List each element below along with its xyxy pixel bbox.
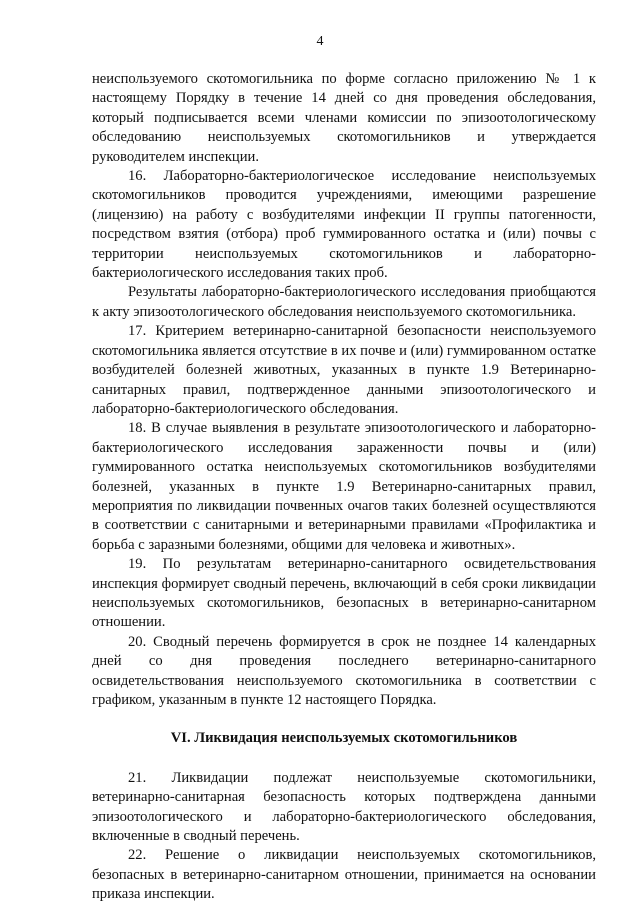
paragraph-20: 20. Сводный перечень формируется в срок не позднее 14 календарных дней со дня проведения последнего ветеринарно-санитарного освидетельствования неиспользуемого скотомогильника в соответствии с графиком, указанным в пункте 12 настоящего Порядка. [92,633,596,708]
paragraph-22: 22. Решение о ликвидации неиспользуемых скотомогильников, безопасных в ветеринарно-санитарном отношении, принимается на основании приказа инспекции. [92,847,596,903]
section-heading: VI. Ликвидация неиспользуемых скотомогильников [170,730,518,747]
paragraph-17: 17. Критерием ветеринарно-санитарной безопасности неиспользуемого скотомогильника является отсутствие в их почве и (или) гуммированном остатке возбудителей болезней животных, указанных в пункте 1.9 Ветеринарно-санитарных правил, подтвержденное данными эпизоотологического и лабораторно-бактериологического обследования. [92,323,596,417]
paragraph-16-results: Результаты лабораторно-бактериологического исследования приобщаются к акту эпизоотологического обследования неиспользуемого скотомогильника. [92,284,596,320]
document-body [92,70,596,905]
paragraph-18: 18. В случае выявления в результате эпизоотологического и лабораторно-бактериологического исследования зараженности почвы и (или) гуммированного остатка неиспользуемых скотомогильников возбудителями болезней, указанных в пункте 1.9 Ветеринарно-санитарных правил, мероприятия по ликвидации почвенных очагов таких болезней осуществляются в соответствии с санитарными и ветеринарными правилами «Профилактика и борьба с заразными болезнями, общими для человека и животных». [92,420,596,553]
paragraph-16: 16. Лабораторно-бактериологическое исследование неиспользуемых скотомогильников проводится учреждениями, имеющими разрешение (лицензию) на работу с возбудителями инфекции II группы патогенности, посредством взятия (отбора) проб гуммированного остатка и (или) почвы с территории неиспользуемых скотомогильников и лабораторно-бактериологического исследования таких проб. [92,168,596,282]
paragraph-19: 19. По результатам ветеринарно-санитарного освидетельствования инспекция формирует сводный перечень, включающий в себя сроки ликвидации неиспользуемых скотомогильников, безопасных в ветеринарно-санитарном отношении. [92,556,596,631]
paragraph-21: 21. Ликвидации подлежат неиспользуемые скотомогильники, ветеринарно-санитарная безопасность которых подтверждена данными эпизоотологического и лабораторно-бактериологического обследования, включенные в сводный перечень. [92,769,596,845]
page-number: 4 [316,34,324,49]
paragraph-15-continued: неиспользуемого скотомогильника по форме согласно приложению № 1 к настоящему Порядку в течение 14 дней со дня проведения обследования, который подписывается всеми членами комиссии по эпизоотологическому обследованию неиспользуемых скотомогильников и утверждается руководителем инспекции. [92,71,596,165]
